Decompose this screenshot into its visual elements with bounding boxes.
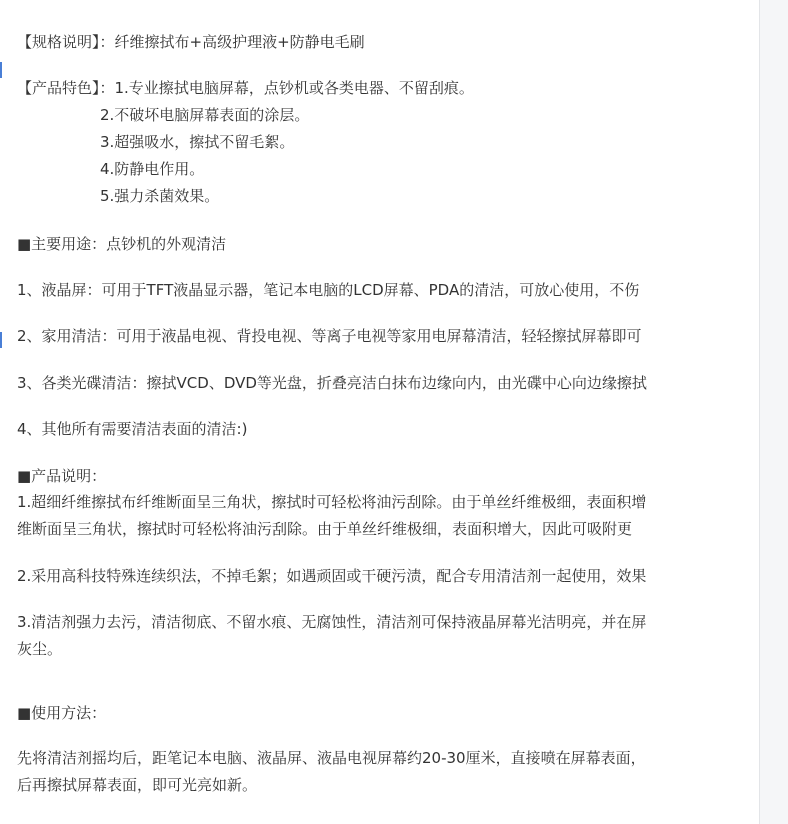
usage-heading: ■使用方法： [17,704,107,722]
description-paragraph-line: 灰尘。 [17,640,63,658]
usage-line: 先将清洁剂摇均后，距笔记本电脑、液晶屏、液晶电视屏幕约20-30厘米，直接喷在屏幕表面， [17,749,646,767]
description-paragraph-line: 2.采用高科技特殊连续织法，不掉毛絮；如遇顽固或干硬污渍，配合专用清洁剂一起使用，效果 [17,567,647,585]
description-paragraph-line: 维断面呈三角状，擦拭时可轻松将油污刮除。由于单丝纤维极细，表面积增大，因此可吸附更 [17,520,633,538]
feature-item: 5.强力杀菌效果。 [100,187,220,205]
use-item: 3、各类光碟清洁：擦拭VCD、DVD等光盘，折叠亮洁白抹布边缘向内，由光碟中心向边缘擦拭 [17,374,647,392]
right-sidebar-strip [759,0,788,824]
feature-item: 3.超强吸水，擦拭不留毛絮。 [100,133,295,151]
edge-marker [0,62,2,78]
spec-line: 【规格说明】：纤维擦拭布+高级护理液+防静电毛刷 [17,33,365,51]
edge-marker [0,332,2,348]
use-item: 4、其他所有需要清洁表面的清洁:) [17,420,248,438]
use-item: 2、家用清洁：可用于液晶电视、背投电视、等离子电视等家用电屏幕清洁，轻轻擦拭屏幕即可 [17,327,642,345]
feature-item: 2.不破坏电脑屏幕表面的涂层。 [100,106,310,124]
description-heading: ■产品说明： [17,467,107,485]
description-paragraph-line: 3.清洁剂强力去污，清洁彻底、不留水痕、无腐蚀性，清洁剂可保持液晶屏幕光洁明亮，并在屏 [17,613,647,631]
usage-line: 后再擦拭屏幕表面，即可光亮如新。 [17,776,258,794]
use-item: 1、液晶屏：可用于TFT液晶显示器，笔记本电脑的LCD屏幕、PDA的清洁，可放心使用，不伤 [17,281,640,299]
features-first-line: 【产品特色】：1.专业擦拭电脑屏幕，点钞机或各类电器、不留刮痕。 [17,79,474,97]
feature-item: 4.防静电作用。 [100,160,205,178]
uses-heading: ■主要用途：点钞机的外观清洁 [17,235,227,253]
description-paragraph-line: 1.超细纤维擦拭布纤维断面呈三角状，擦拭时可轻松将油污刮除。由于单丝纤维极细，表面积增 [17,493,647,511]
